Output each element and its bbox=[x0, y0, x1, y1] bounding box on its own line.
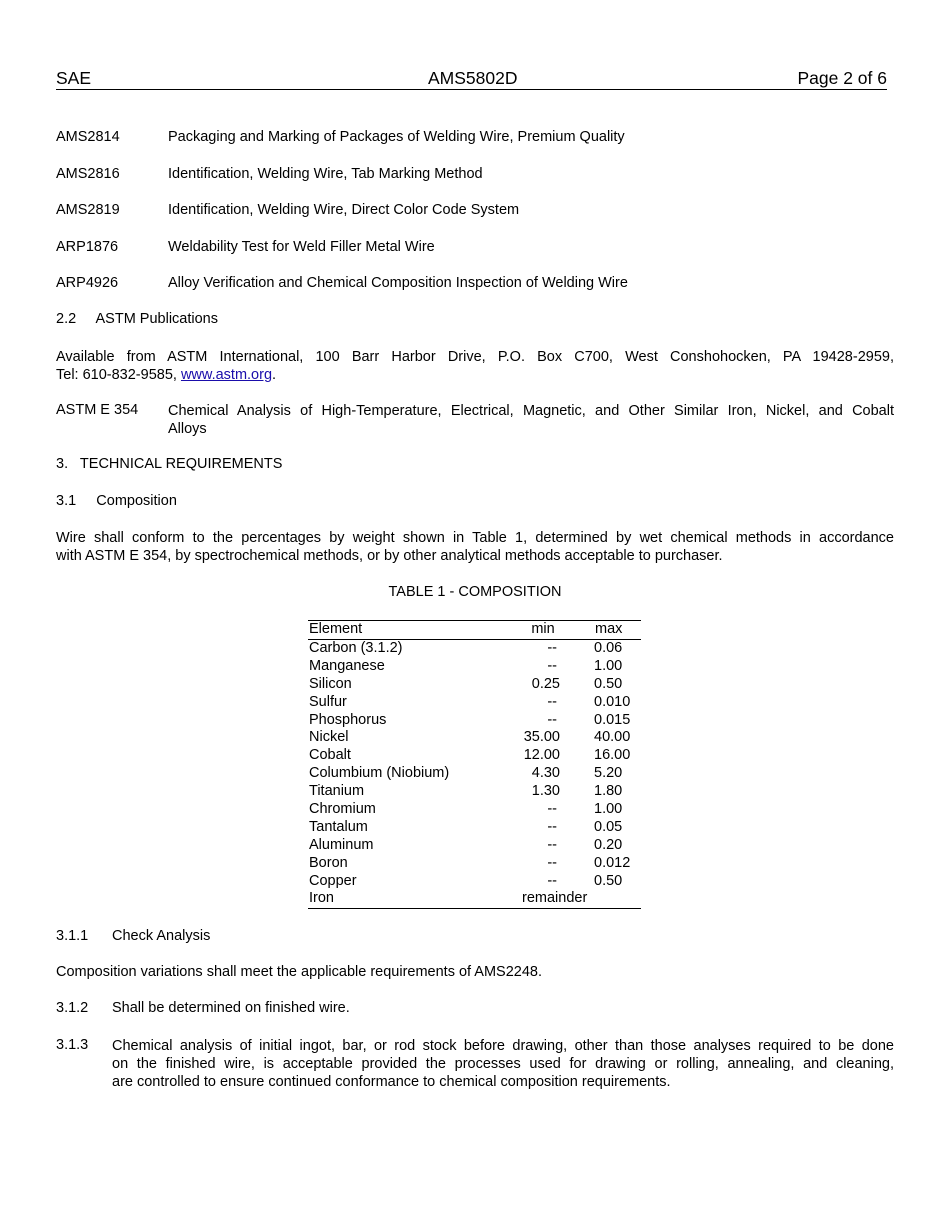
section-3-1-3-line2: on the finished wire, is acceptable provided the processes used for drawing or rolling, annealing, and cleaning, bbox=[112, 1056, 894, 1072]
astm-title-line1: Chemical Analysis of High-Temperature, Electrical, Magnetic, and Other Similar Iron, Nickel, and Cobalt bbox=[168, 403, 894, 419]
min-cell: -- bbox=[547, 872, 557, 889]
table-header-row bbox=[308, 621, 641, 640]
section-3-1-1-number: 3.1.1 bbox=[56, 928, 89, 944]
min-cell: -- bbox=[547, 854, 557, 871]
max-cell: 0.012 bbox=[594, 854, 631, 871]
section-3-1-3-line1: Chemical analysis of initial ingot, bar, or rod stock before drawing, other than those analyses required to be done bbox=[112, 1038, 894, 1054]
header-page-number: Page 2 of 6 bbox=[797, 68, 887, 88]
astm-availability-phone: Tel: 610-832-9585, bbox=[56, 367, 181, 383]
min-cell: -- bbox=[547, 818, 557, 835]
section-3-heading: 3. TECHNICAL REQUIREMENTS bbox=[56, 456, 283, 472]
max-cell: 0.05 bbox=[594, 818, 623, 835]
table-row bbox=[308, 819, 641, 837]
section-3-1-3-line3: are controlled to ensure continued conformance to chemical composition requirements. bbox=[112, 1074, 671, 1090]
table-row bbox=[308, 658, 641, 676]
max-cell: 0.20 bbox=[594, 836, 623, 853]
table-row bbox=[308, 712, 641, 730]
section-3-1-3-number: 3.1.3 bbox=[56, 1037, 89, 1053]
max-cell: 0.010 bbox=[594, 693, 631, 710]
astm-title-line2: Alloys bbox=[168, 421, 207, 437]
element-cell: Copper bbox=[309, 872, 357, 889]
section-3-1-1-title: Check Analysis bbox=[112, 928, 211, 944]
reference-title: Identification, Welding Wire, Direct Color Code System bbox=[168, 202, 520, 218]
element-cell: Cobalt bbox=[309, 747, 351, 764]
astm-availability-period: . bbox=[272, 367, 277, 383]
reference-title: Weldability Test for Weld Filler Metal Wire bbox=[168, 239, 435, 255]
element-cell: Chromium bbox=[309, 801, 376, 818]
min-cell: -- bbox=[547, 801, 557, 818]
reference-title: Alloy Verification and Chemical Composition Inspection of Welding Wire bbox=[168, 275, 628, 291]
table-row bbox=[308, 765, 641, 783]
min-cell: -- bbox=[547, 640, 557, 656]
remainder-cell: remainder bbox=[522, 890, 588, 907]
max-cell: 0.50 bbox=[594, 872, 623, 889]
max-cell: 5.20 bbox=[594, 765, 623, 782]
composition-line1: Wire shall conform to the percentages by weight shown in Table 1, determined by wet chemical methods in accordance bbox=[56, 530, 894, 546]
reference-code: AMS2814 bbox=[56, 129, 120, 145]
section-3-1-heading: 3.1 Composition bbox=[56, 493, 177, 509]
page-header bbox=[56, 68, 887, 90]
element-cell: Silicon bbox=[309, 675, 352, 692]
astm-availability-line2 bbox=[56, 366, 894, 384]
header-max: max bbox=[595, 621, 623, 637]
reference-code: ASTM E 354 bbox=[56, 402, 139, 418]
max-cell: 1.00 bbox=[594, 657, 623, 674]
element-cell: Tantalum bbox=[309, 818, 368, 835]
header-doc-number: AMS5802D bbox=[428, 68, 518, 88]
section-2-2-heading: 2.2 ASTM Publications bbox=[56, 311, 218, 327]
max-cell: 1.80 bbox=[594, 783, 623, 800]
composition-table bbox=[308, 620, 641, 909]
header-element: Element bbox=[309, 621, 363, 637]
table-row bbox=[308, 837, 641, 855]
min-cell: 4.30 bbox=[531, 765, 560, 782]
min-cell: -- bbox=[547, 693, 557, 710]
reference-code: ARP4926 bbox=[56, 275, 119, 291]
max-cell: 16.00 bbox=[594, 747, 631, 764]
table-row bbox=[308, 873, 641, 891]
astm-availability-paragraph bbox=[56, 348, 894, 384]
element-cell: Titanium bbox=[309, 783, 365, 800]
astm-availability-line1: Available from ASTM International, 100 Barr Harbor Drive, P.O. Box C700, West Conshohocken, PA 19428-2959, bbox=[56, 349, 894, 365]
max-cell: 40.00 bbox=[594, 729, 631, 746]
element-cell: Manganese bbox=[309, 657, 385, 674]
section-3-1-3-text bbox=[112, 1037, 894, 1091]
element-cell: Columbium (Niobium) bbox=[309, 765, 450, 782]
table-row bbox=[308, 676, 641, 694]
max-cell: 0.015 bbox=[594, 711, 631, 728]
element-cell: Iron bbox=[309, 890, 334, 907]
table-row bbox=[308, 729, 641, 747]
element-cell: Aluminum bbox=[309, 836, 374, 853]
min-cell: 1.30 bbox=[531, 783, 560, 800]
table-row bbox=[308, 890, 641, 908]
table-body bbox=[308, 640, 641, 890]
max-cell: 0.50 bbox=[594, 675, 623, 692]
min-cell: 0.25 bbox=[531, 675, 560, 692]
header-min: min bbox=[531, 621, 555, 637]
reference-title: Packaging and Marking of Packages of Welding Wire, Premium Quality bbox=[168, 129, 625, 145]
table-row bbox=[308, 694, 641, 712]
section-3-1-2-text: Shall be determined on finished wire. bbox=[112, 1000, 350, 1016]
astm-website-link[interactable]: www.astm.org bbox=[180, 367, 273, 383]
table-row bbox=[308, 855, 641, 873]
composition-paragraph bbox=[56, 529, 894, 565]
reference-code: AMS2816 bbox=[56, 166, 120, 182]
reference-title: Identification, Welding Wire, Tab Marking Method bbox=[168, 166, 483, 182]
table-row bbox=[308, 747, 641, 765]
header-org: SAE bbox=[56, 68, 92, 88]
min-cell: 35.00 bbox=[523, 729, 560, 746]
table-row bbox=[308, 640, 641, 658]
composition-line2: with ASTM E 354, by spectrochemical methods, or by other analytical methods acceptable to purchaser. bbox=[56, 548, 723, 564]
element-cell: Phosphorus bbox=[309, 711, 387, 728]
element-cell: Boron bbox=[309, 854, 348, 871]
table-row bbox=[308, 783, 641, 801]
reference-title bbox=[168, 402, 894, 438]
reference-code: ARP1876 bbox=[56, 239, 119, 255]
check-analysis-paragraph: Composition variations shall meet the applicable requirements of AMS2248. bbox=[56, 964, 543, 980]
element-cell: Nickel bbox=[309, 729, 349, 746]
element-cell: Sulfur bbox=[309, 693, 347, 710]
reference-code: AMS2819 bbox=[56, 202, 120, 218]
section-3-1-2-number: 3.1.2 bbox=[56, 1000, 89, 1016]
min-cell: 12.00 bbox=[523, 747, 560, 764]
min-cell: -- bbox=[547, 711, 557, 728]
max-cell: 0.06 bbox=[594, 640, 623, 656]
max-cell: 1.00 bbox=[594, 801, 623, 818]
table-row bbox=[308, 801, 641, 819]
table-title: TABLE 1 - COMPOSITION bbox=[388, 584, 562, 600]
min-cell: -- bbox=[547, 657, 557, 674]
min-cell: -- bbox=[547, 836, 557, 853]
element-cell: Carbon (3.1.2) bbox=[309, 640, 403, 656]
